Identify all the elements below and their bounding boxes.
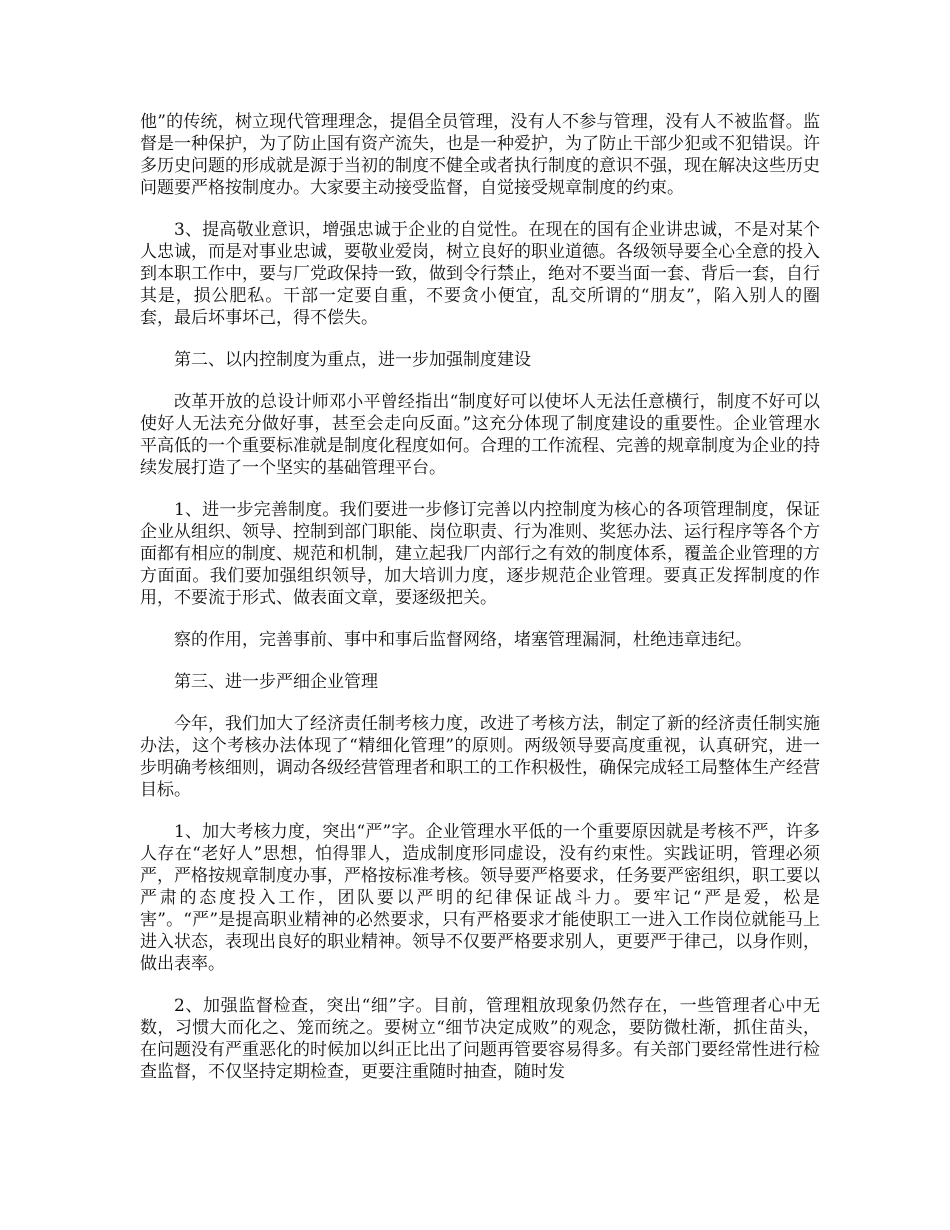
paragraph-this-year: 今年，我们加大了经济责任制考核力度，改进了考核方法，制定了新的经济责任制实施办法，这个考核办法体现了“精细化管理”的原则。两级领导要高度重视，认真研究，进一步明确考核细则，调动各级经营管理者和职工的工作积极性，确保完成轻工局整体生产经营目标。 <box>140 714 820 800</box>
paragraph-item-3: 3、提高敬业意识，增强忠诚于企业的自觉性。在现在的国有企业讲忠诚，不是对某个人忠诚，而是对事业忠诚，要敬业爱岗，树立良好的职业道德。各级领导要全心全意的投入到本职工作中，要与厂党政保持一致，做到令行禁止，绝对不要当面一套、背后一套，自行其是，损公肥私。干部一定要自重，不要贪小便宜，乱交所谓的“朋友”，陷入别人的圈套，最后坏事坏己，得不偿失。 <box>140 220 820 328</box>
section-heading-2: 第二、以内控制度为重点，进一步加强制度建设 <box>174 350 531 370</box>
paragraph-supervision: 察的作用，完善事前、事中和事后监督网络，堵塞管理漏洞，杜绝违章违纪。 <box>174 630 752 650</box>
document-body <box>140 111 820 1103</box>
paragraph-supervision-detail: 2、加强监督检查，突出“细”字。目前，管理粗放现象仍然存在，一些管理者心中无数，习惯大而化之、笼而统之。要树立“细节决定成败”的观念，要防微杜渐，抓住苗头，在问题没有严重恶化的时候加以纠正比出了问题再管要容易得多。有关部门要经常性进行检查监督，不仅坚持定期检查，更要注重随时抽查，随时发 <box>140 996 820 1082</box>
paragraph-strict-assessment: 1、加大考核力度，突出“严”字。企业管理水平低的一个重要原因就是考核不严，许多人存在“老好人”思想，怕得罪人，造成制度形同虚设，没有约束性。实践证明，管理必须严，严格按规章制度办事，严格按标准考核。领导要严格要求，任务要严密组织，职工要以严肃的态度投入工作，团队要以严明的纪律保证战斗力。要牢记“严是爱，松是害”。“严”是提高职业精神的必然要求，只有严格要求才能使职工一进入工作岗位就能马上进入状态，表现出良好的职业精神。领导不仅要严格要求别人，更要严于律己，以身作则，做出表率。 <box>140 822 820 974</box>
section-heading-3: 第三、进一步严细企业管理 <box>174 672 378 692</box>
paragraph-reform-quote: 改革开放的总设计师邓小平曾经指出“制度好可以使坏人无法任意横行，制度不好可以使好人无法充分做好事，甚至会走向反面。”这充分体现了制度建设的重要性。企业管理水平高低的一个重要标准就是制度化程度如何。合理的工作流程、完善的规章制度为企业的持续发展打造了一个坚实的基础管理平台。 <box>140 392 820 478</box>
paragraph-improve-system: 1、进一步完善制度。我们要进一步修订完善以内控制度为核心的各项管理制度，保证企业从组织、领导、控制到部门职能、岗位职责、行为准则、奖惩办法、运行程序等各个方面都有相应的制度、规范和机制，建立起我厂内部行之有效的制度体系，覆盖企业管理的方方面面。我们要加强组织领导，加大培训力度，逐步规范企业管理。要真正发挥制度的作用，不要流于形式、做表面文章，要逐级把关。 <box>140 500 820 608</box>
paragraph-continued: 他”的传统，树立现代管理理念，提倡全员管理，没有人不参与管理，没有人不被监督。监督是一种保护，为了防止国有资产流失，也是一种爱护，为了防止干部少犯或不犯错误。许多历史问题的形成就是源于当初的制度不健全或者执行制度的意识不强，现在解决这些历史问题要严格按制度办。大家要主动接受监督，自觉接受规章制度的约束。 <box>140 112 820 198</box>
